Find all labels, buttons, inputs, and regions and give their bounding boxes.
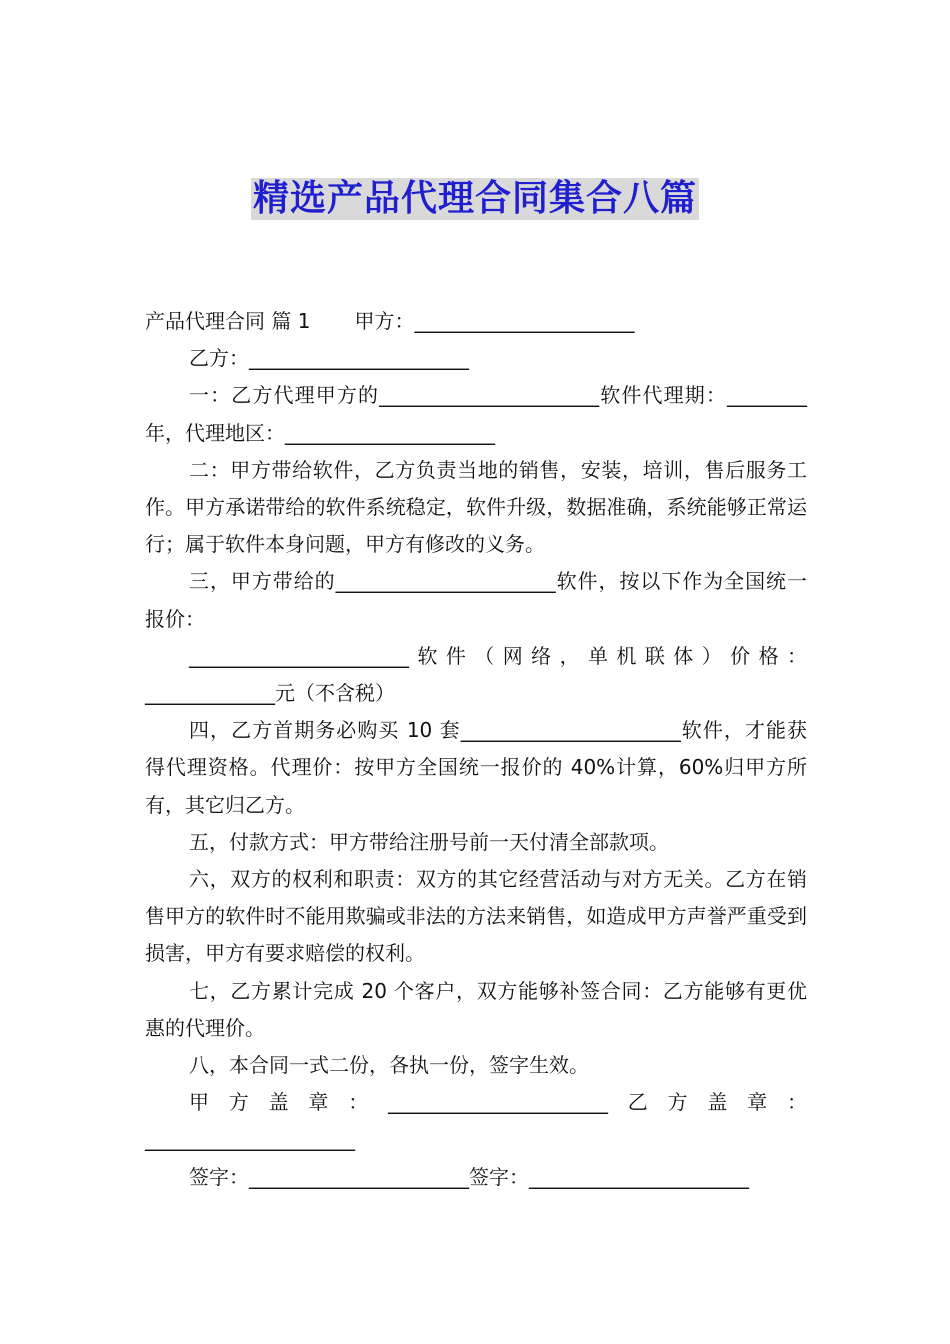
clause-7: 七，乙方累计完成 20 个客户，双方能够补签合同：乙方能够有更优惠的代理价。 (145, 978, 807, 1040)
document-title-block (0, 178, 950, 220)
party-b-field: 乙方：______________________ (189, 346, 469, 371)
clause-4: 四，乙方首期务必购买 10 套______________________软件，才能获得代理资格。代理价：按甲方全国统一报价的 40%计算，60%归甲方所有，其它归乙方。 (145, 718, 807, 817)
clause-1: 一：乙方代理甲方的______________________软件代理期：________年，代理地区：_____________________ (145, 383, 807, 445)
contract-heading-line (145, 303, 807, 340)
contract-section-label: 产品代理合同 篇 1 (145, 309, 311, 333)
clause-6: 六，双方的权利和职责：双方的其它经营活动与对方无关。乙方在销售甲方的软件时不能用欺骗或非法的方法来销售，如造成甲方声誉严重受到损害，甲方有要求赔偿的权利。 (145, 867, 807, 966)
clause-3-price: ______________________软件（网络，单机联体）价格：_____________元（不含税） (145, 643, 807, 706)
signature-line: 签字：______________________签字：______________________ (189, 1164, 749, 1189)
clause-8: 八，本合同一式二份，各执一份，签字生效。 (189, 1053, 589, 1078)
contract-body (145, 303, 807, 1196)
clause-3: 三，甲方带给的______________________软件，按以下作为全国统一报价： (145, 569, 807, 631)
clause-5: 五，付款方式：甲方带给注册号前一天付清全部款项。 (189, 829, 669, 854)
seal-line: 甲方盖章：______________________乙方盖章：_____________________ (145, 1090, 807, 1152)
party-a-field: 甲方：______________________ (354, 309, 635, 333)
clause-2: 二：甲方带给软件，乙方负责当地的销售，安装，培训，售后服务工作。甲方承诺带给的软件系统稳定，软件升级，数据准确，系统能够正常运行；属于软件本身问题，甲方有修改的义务。 (145, 457, 807, 557)
document-title: 精选产品代理合同集合八篇 (252, 178, 697, 219)
